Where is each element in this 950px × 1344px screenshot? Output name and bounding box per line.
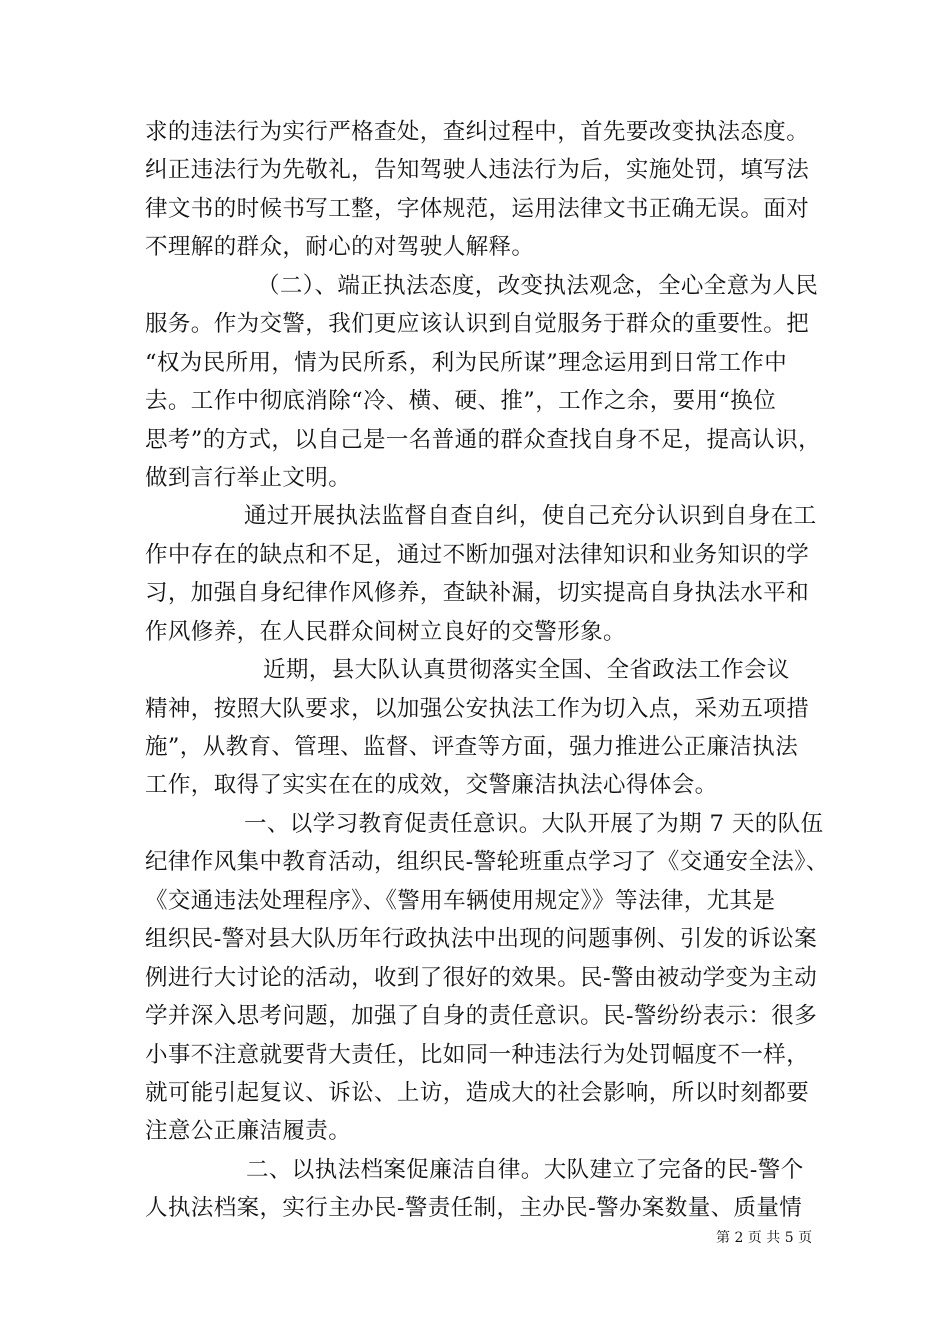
- text-line: 不理解的群众，耐心的对驾驶人解释。: [145, 234, 535, 261]
- text-line: 思考”的方式，以自己是一名普通的群众查找自身不足，提高认识，: [145, 426, 822, 453]
- text-line: 服务。作为交警，我们更应该认识到自觉服务于群众的重要性。把: [145, 311, 810, 338]
- text-line: 注意公正廉洁履责。: [145, 1118, 352, 1145]
- text-line: 例进行大讨论的活动，收到了很好的效果。民-警由被动学变为主动: [145, 964, 818, 991]
- text-line: 二、以执法档案促廉洁自律。大队建立了完备的民-警个: [246, 1156, 804, 1183]
- text-line: 作风修养，在人民群众间树立良好的交警形象。: [145, 618, 626, 645]
- text-line: 就可能引起复议、诉讼、上访，造成大的社会影响，所以时刻都要: [145, 1079, 810, 1106]
- text-line: 习，加强自身纪律作风修养，查缺补漏，切实提高自身执法水平和: [145, 580, 810, 607]
- text-line: 小事不注意就要背大责任，比如同一种违法行为处罚幅度不一样，: [145, 1041, 810, 1068]
- text-line: 通过开展执法监督自查自纠，使自己充分认识到自身在工: [244, 503, 817, 530]
- text-line: “权为民所用，情为民所系，利为民所谋”理念运用到日常工作中: [145, 349, 788, 376]
- text-line: 做到言行举止文明。: [145, 464, 352, 491]
- text-line: 作中存在的缺点和不足，通过不断加强对法律知识和业务知识的学: [145, 541, 810, 568]
- text-line: 《交通违法处理程序》、《警用车辆使用规定》》等法律，尤其是: [145, 887, 776, 914]
- text-line: （二）、端正执法态度，改变执法观念，全心全意为人民: [257, 272, 819, 299]
- text-line: 组织民-警对县大队历年行政执法中出现的问题事例、引发的诉讼案: [145, 926, 818, 953]
- text-line: 纪律作风集中教育活动，组织民-警轮班重点学习了《交通安全法》、: [145, 849, 829, 876]
- text-line: 人执法档案，实行主办民-警责任制，主办民-警办案数量、质量情: [145, 1195, 803, 1222]
- document-body: [145, 113, 845, 1228]
- text-line: 施”，从教育、管理、监督、评查等方面，强力推进公正廉洁执法: [145, 734, 799, 760]
- text-line: 一、以学习教育促责任意识。大队开展了为期 7 天的队伍: [244, 810, 824, 837]
- text-line: 工作，取得了实实在在的成效，交警廉洁执法心得体会。: [145, 772, 718, 799]
- text-line: 纠正违法行为先敬礼，告知驾驶人违法行为后，实施处罚，填写法: [145, 157, 810, 184]
- text-line: 求的违法行为实行严格查处，查纠过程中，首先要改变执法态度。: [145, 119, 810, 145]
- text-line: 去。工作中彻底消除“冷、横、硬、推”，工作之余，要用“换位: [145, 388, 777, 415]
- text-line: 近期，县大队认真贯彻落实全国、全省政法工作会议: [263, 657, 790, 684]
- text-line: 精神，按照大队要求，以加强公安执法工作为切入点，采劝五项措: [145, 695, 810, 722]
- page-number-footer: 第 2 页 共 5 页: [716, 1230, 813, 1246]
- text-line: 学并深入思考问题，加强了自身的责任意识。民-警纷纷表示：很多: [145, 1003, 818, 1030]
- text-line: 律文书的时候书写工整，字体规范，运用法律文书正确无误。面对: [145, 195, 810, 222]
